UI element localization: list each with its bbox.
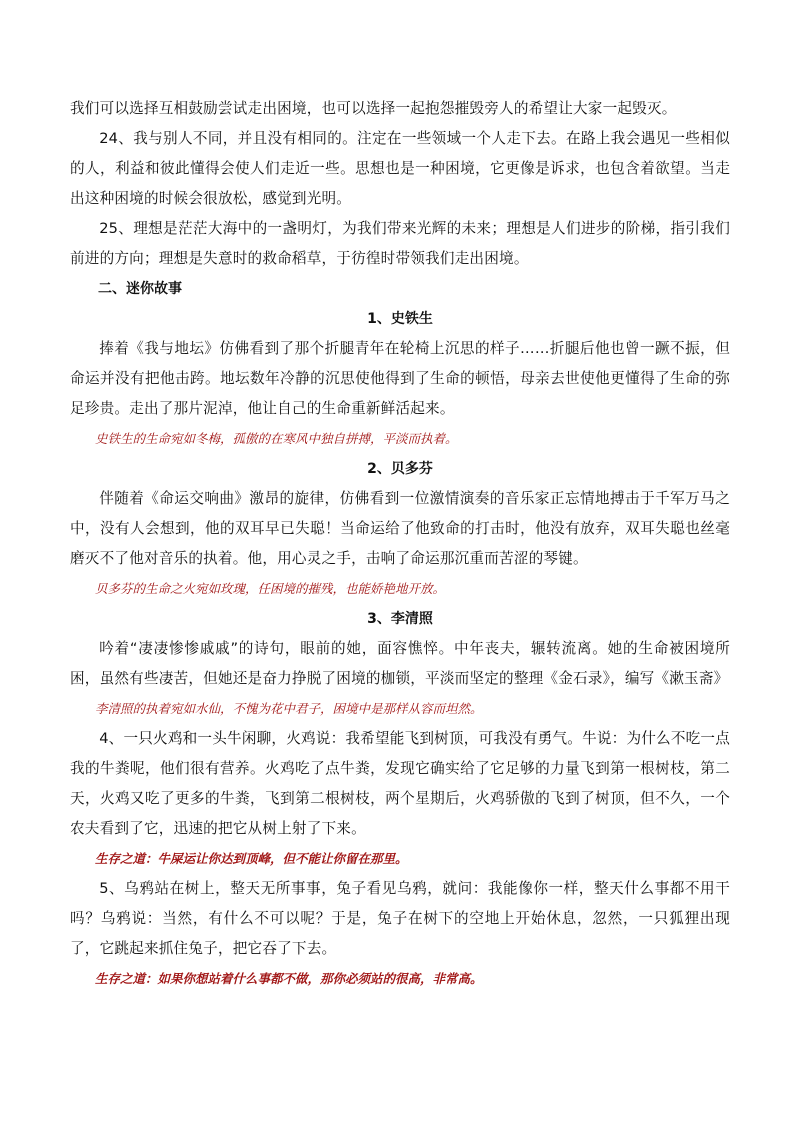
story-body-3: 吟着“凄凄惨惨戚戚”的诗句，眼前的她，面容憔悴。中年丧夫，辗转流离。她的生命被困境所困，虽然有些凄苦，但她还是奋力挣脱了困境的枷锁，平淡而坚定的整理《金石录》，编写《漱玉斋》 (70, 640, 730, 687)
fable-body-4: 4、一只火鸡和一头牛闲聊，火鸡说：我希望能飞到树顶，可我没有勇气。牛说：为什么不吃一点我的牛粪呢，他们很有营养。火鸡吃了点牛粪，发现它确实给了它足够的力量飞到第一根树枝，第二天，火鸡又吃了更多的牛粪，飞到第二根树枝，两个星期后，火鸡骄傲的飞到了树顶，但不久，一个农夫看到了它，迅速的把它从树上射了下来。 (70, 730, 731, 837)
fable-note-5: 生存之道：如果你想站着什么事都不做，那你必须站的很高，非常高。 (95, 971, 483, 986)
paragraph-top: 我们可以选择互相鼓励尝试走出困境，也可以选择一起抱怨摧毁旁人的希望让大家一起毁灭。 (70, 100, 677, 117)
fable-body-5: 5、乌鸦站在树上，整天无所事事，兔子看见乌鸦，就问：我能像你一样，整天什么事都不用干吗？乌鸦说：当然，有什么不可以呢？于是，兔子在树下的空地上开始休息，忽然，一只狐狸出现了，它跳起来抓住兔子，把它吞了下去。 (70, 880, 730, 957)
story-note-3: 李清照的执着宛如水仙，不愧为花中君子，困境中是那样从容而坦然。 (95, 701, 483, 716)
paragraph-25: 25、理想是茫茫大海中的一盏明灯，为我们带来光辉的未来；理想是人们进步的阶梯，指引我们前进的方向；理想是失意时的救命稻草，于彷徨时带领我们走出困境。 (70, 220, 730, 267)
story-title-1: 1、史铁生 (367, 311, 433, 327)
story-title-2: 2、贝多芬 (367, 461, 433, 477)
fable-note-4: 生存之道：牛屎运让你达到顶峰，但不能让你留在那里。 (95, 851, 408, 866)
document-page (70, 94, 730, 994)
story-title-3: 3、李清照 (367, 611, 433, 627)
story-note-2: 贝多芬的生命之火宛如玫瑰，任困境的摧残，也能娇艳地开放。 (95, 581, 446, 596)
story-body-2: 伴随着《命运交响曲》激昂的旋律，仿佛看到一位激情演奏的音乐家正忘情地搏击于千军万马之中，没有人会想到，他的双耳早已失聪！当命运给了他致命的打击时，他没有放弃，双耳失聪也丝毫磨灭不了他对音乐的执着。他，用心灵之手，击响了命运那沉重而苦涩的琴键。 (70, 490, 730, 567)
section-title: 二、迷你故事 (98, 281, 182, 297)
paragraph-24: 24、我与别人不同，并且没有相同的。注定在一些领域一个人走下去。在路上我会遇见一些相似的人，利益和彼此懂得会使人们走近一些。思想也是一种困境，它更像是诉求，也包含着欲望。当走出这种困境的时候会很放松，感觉到光明。 (70, 130, 730, 207)
story-note-1: 史铁生的生命宛如冬梅，孤傲的在寒风中独自拼搏，平淡而执着。 (95, 431, 458, 446)
story-body-1: 捧着《我与地坛》仿佛看到了那个折腿青年在轮椅上沉思的样子……折腿后他也曾一蹶不振，但命运并没有把他击跨。地坛数年冷静的沉思使他得到了生命的顿悟，母亲去世使他更懂得了生命的弥足珍贵。走出了那片泥淖，他让自己的生命重新鲜活起来。 (70, 340, 730, 417)
